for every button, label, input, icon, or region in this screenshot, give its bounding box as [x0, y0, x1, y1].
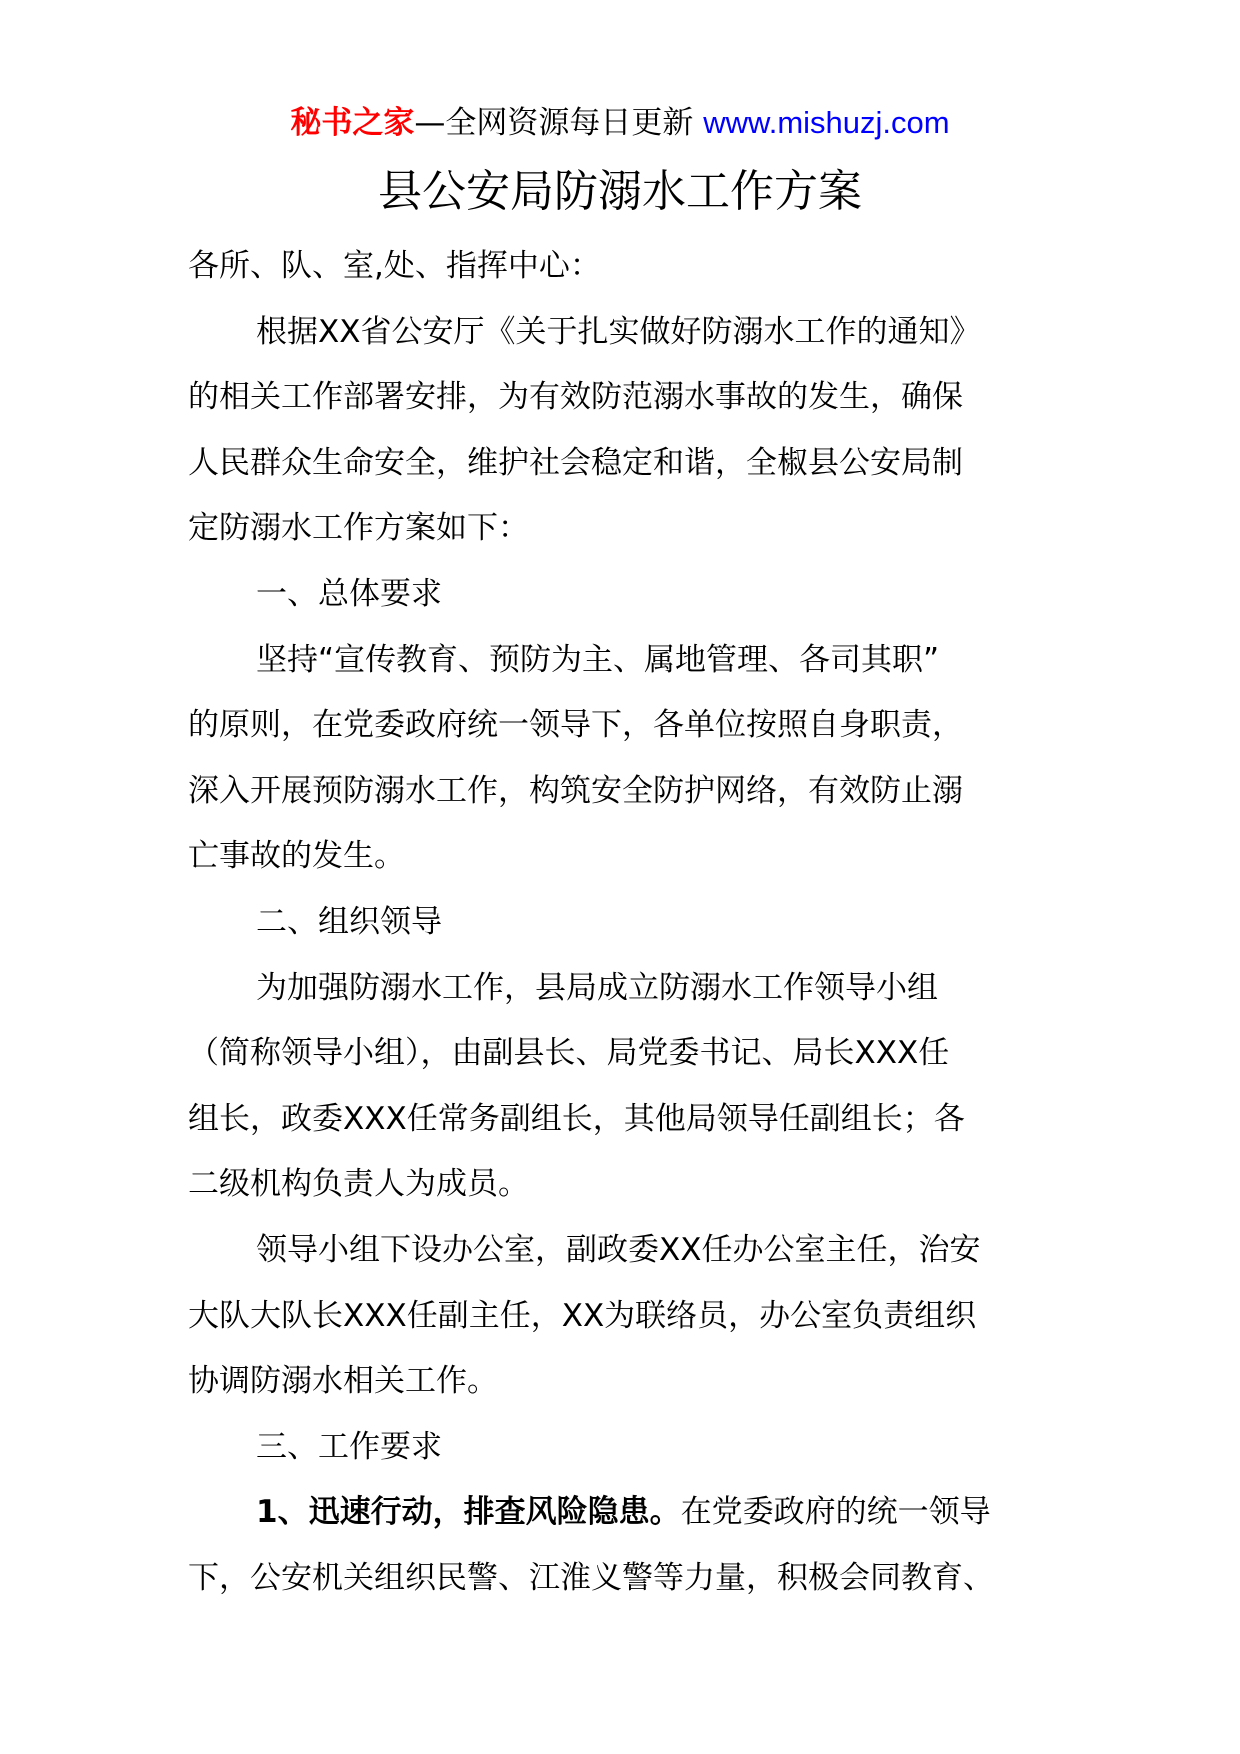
paragraph-line: 根据XX省公安厅《关于扎实做好防溺水工作的通知》: [256, 313, 981, 350]
brand-name: 秘书之家: [290, 105, 415, 141]
paragraph-line: 领导小组下设办公室，副政委XX任办公室主任，治安: [256, 1231, 981, 1268]
section-heading: 一、总体要求: [256, 575, 442, 612]
paragraph-line: 组长，政委XXX任常务副组长，其他局领导任副组长；各: [188, 1100, 965, 1137]
paragraph-line: 为加强防溺水工作，县局成立防溺水工作领导小组: [256, 969, 938, 1006]
paragraph-line: 协调防溺水相关工作。: [188, 1363, 498, 1400]
section-heading: 三、工作要求: [256, 1428, 442, 1465]
paragraph-line: 亡事故的发生。: [188, 838, 405, 875]
paragraph-line: 大队大队长XXX任副主任，XX为联络员，办公室负责组织: [188, 1297, 977, 1334]
paragraph-line: 坚持“宣传教育、预防为主、属地管理、各司其职”: [256, 641, 940, 678]
paragraph-line: 二级机构负责人为成员。: [188, 1166, 529, 1203]
site-url-link[interactable]: www.mishuzj.com: [703, 105, 950, 140]
paragraph-text: 在党委政府的统一领导: [680, 1494, 991, 1531]
salutation-line: 各所、队、室,处、指挥中心：: [188, 248, 601, 284]
document-title: 县公安局防溺水工作方案: [378, 166, 862, 217]
paragraph-line: 人民群众生命安全，维护社会稳定和谐，全椒县公安局制: [188, 444, 963, 481]
paragraph-line: [188, 1480, 1068, 1546]
paragraph-line: （简称领导小组），由副县长、局党委书记、局长XXX任: [188, 1035, 950, 1072]
paragraph-line: 下，公安机关组织民警、江淮义警等力量，积极会同教育、: [188, 1559, 994, 1596]
document-body: [188, 234, 1068, 1611]
banner-tagline: —全网资源每日更新: [414, 105, 694, 141]
paragraph-line: 深入开展预防溺水工作，构筑安全防护网络，有效防止溺: [188, 772, 963, 809]
paragraph-line: 定防溺水工作方案如下：: [188, 510, 529, 547]
subsection-heading-bold: 1、迅速行动，排查风险隐患。: [256, 1494, 681, 1531]
site-banner: [0, 100, 1240, 146]
paragraph-line: 的原则，在党委政府统一领导下，各单位按照自身职责，: [188, 707, 963, 744]
section-heading: 二、组织领导: [256, 903, 442, 940]
paragraph-line: 的相关工作部署安排，为有效防范溺水事故的发生，确保: [188, 379, 963, 416]
